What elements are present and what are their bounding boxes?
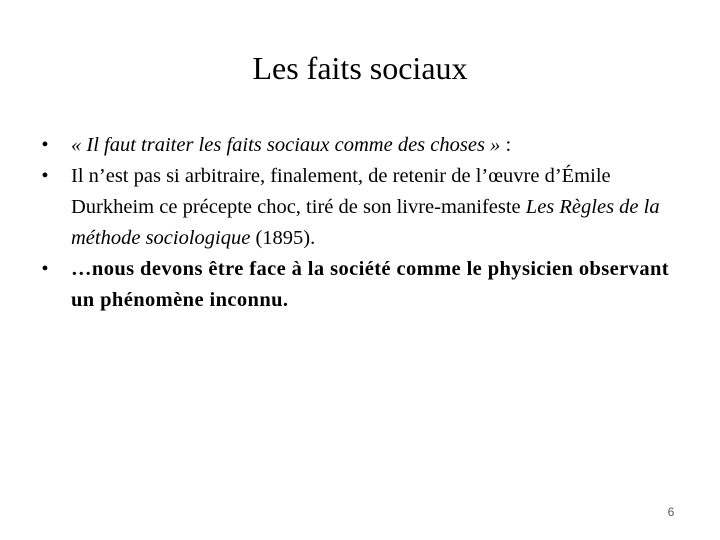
slide-title: Les faits sociaux: [252, 50, 468, 86]
bullet-item-conclusion: [38, 254, 678, 316]
bullet-item-quote: [38, 130, 678, 161]
durkheim-quote: « Il faut traiter les faits sociaux comme des choses »: [71, 134, 501, 156]
context-text: Il n’est pas si arbitraire, finalement, de retenir de l’œuvre d’Émile Durkheim ce précepte choc, tiré de son livre-manifeste: [71, 165, 611, 218]
bullet-marker: •: [41, 258, 49, 280]
book-title: Les Règles de la méthode sociologique: [71, 196, 660, 249]
bullet-list: [38, 130, 678, 316]
publication-year: (1895).: [250, 227, 316, 249]
page-number: 6: [667, 505, 675, 519]
conclusion-text: …nous devons être face à la société comme le physicien observant un phénomène inconnu.: [71, 258, 669, 311]
bullet-marker: •: [41, 165, 49, 187]
bullet-item-context: [38, 161, 678, 254]
bullet-marker: •: [41, 134, 49, 156]
quote-colon: :: [500, 134, 512, 156]
